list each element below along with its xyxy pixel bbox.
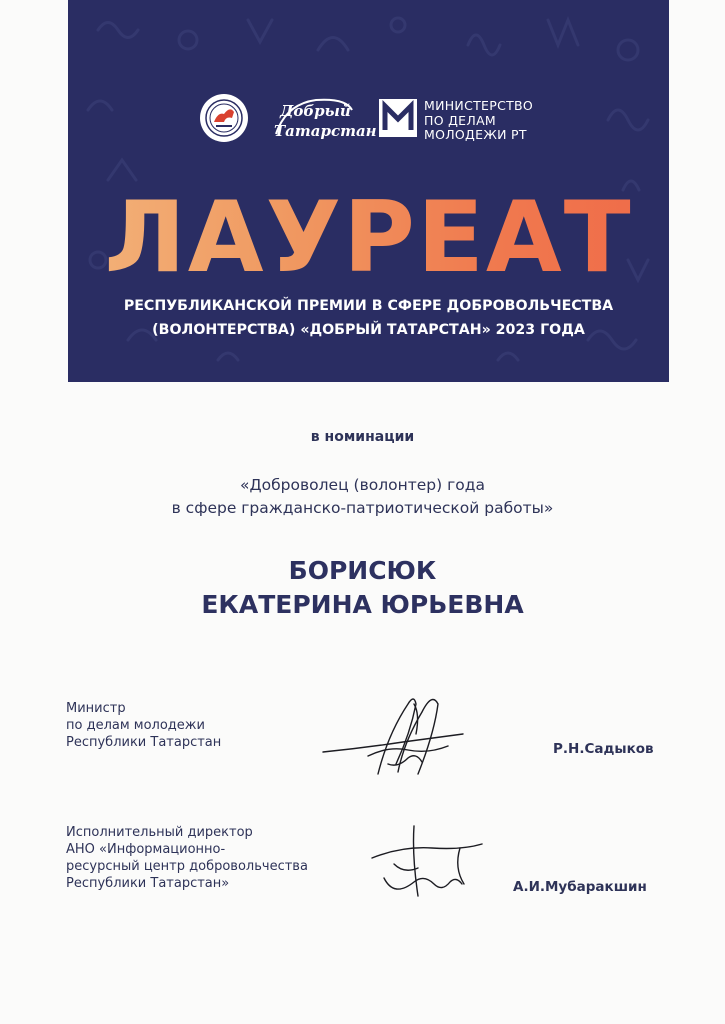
signatory-2-title-line-4: Республики Татарстан» (66, 876, 230, 891)
subtitle-line-2: (ВОЛОНТЕРСТВА) «ДОБРЫЙ ТАТАРСТАН» 2023 ГОДА (152, 322, 585, 338)
signatory-1-title-line-1: Министр (66, 701, 126, 716)
nomination-label: в номинации (310, 429, 415, 445)
dobry-tatarstan-logo (266, 94, 377, 146)
logos-row (198, 92, 638, 152)
signatory-2-name: А.И.Мубаракшин (513, 879, 647, 895)
recipient-name (0, 554, 725, 622)
ministry-line-2: ПО ДЕЛАМ (424, 112, 497, 128)
ministry-m-icon (378, 98, 418, 138)
signatory-1-title-line-3: Республики Татарстан (66, 735, 222, 750)
dobry-logo-line1: Добрый (280, 102, 351, 120)
signatory-2-title (66, 824, 308, 892)
recipient-given-names: ЕКАТЕРИНА ЮРЬЕВНА (201, 590, 524, 619)
header-banner (68, 0, 669, 382)
ministry-line-1: МИНИСТЕРСТВО (424, 98, 534, 113)
award-subtitle (68, 294, 669, 342)
laureate-title: ЛАУРЕАТ (68, 188, 669, 288)
signatory-2-title-line-2: АНО «Информационно- (66, 842, 226, 857)
dobry-logo-line2: Татарстан (274, 122, 377, 140)
nomination-line-1: «Доброволец (волонтер) года (240, 476, 485, 494)
signature-1 (318, 684, 468, 784)
tatarstan-emblem-icon (198, 92, 250, 144)
signatory-1-name: Р.Н.Садыков (553, 741, 654, 757)
signature-2 (372, 826, 482, 896)
nomination-line-2: в сфере гражданско-патриотической работы» (171, 499, 554, 517)
signatory-2-title-line-1: Исполнительный директор (66, 825, 253, 840)
signatory-1-title (66, 700, 221, 751)
subtitle-line-1: РЕСПУБЛИКАНСКОЙ ПРЕМИИ В СФЕРЕ ДОБРОВОЛЬЧЕСТВА (123, 298, 614, 314)
recipient-surname: БОРИСЮК (288, 556, 437, 585)
signatory-1-title-line-2: по делам молодежи (66, 718, 205, 733)
signatory-2-title-line-3: ресурсный центр добровольчества (66, 859, 308, 874)
ministry-line-3: МОЛОДЕЖИ РТ (424, 127, 527, 142)
ministry-logo (378, 98, 638, 142)
nomination-title (0, 474, 725, 520)
